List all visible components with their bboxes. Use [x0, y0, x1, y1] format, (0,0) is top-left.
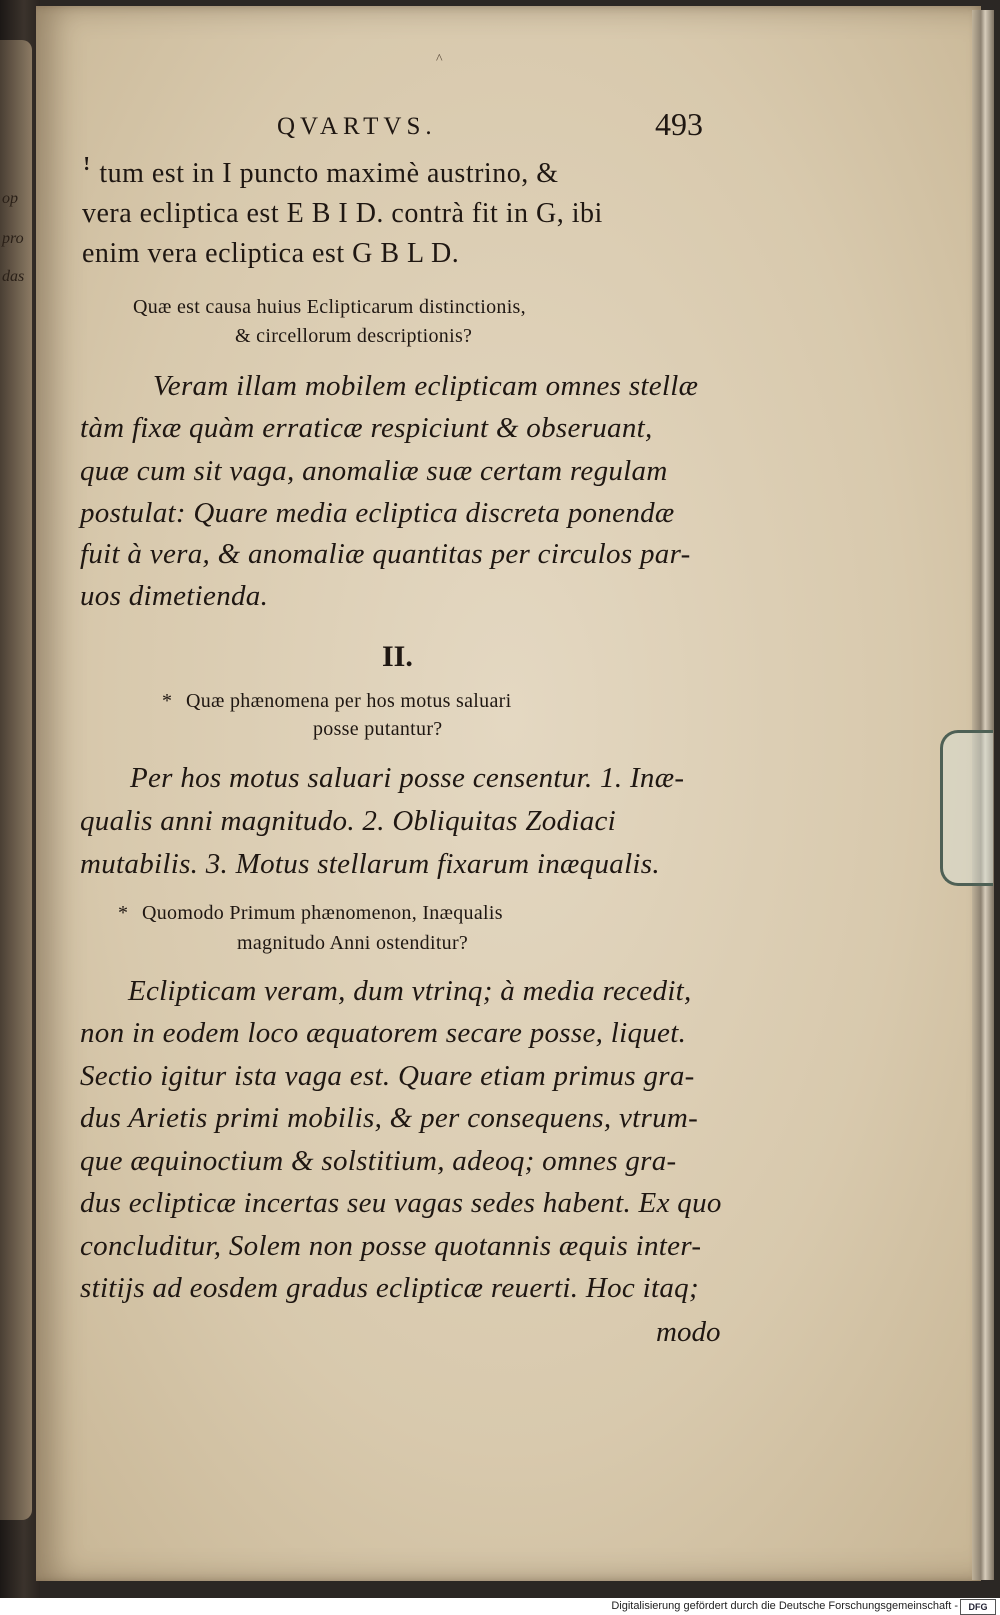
running-head: QVARTVS. [277, 113, 437, 140]
question-line: Quæ est causa huius Eclipticarum distinctionis, [133, 296, 526, 318]
answer-line: Per hos motus saluari posse censentur. 1. Inæ- [130, 762, 685, 794]
answer-line: tàm fixæ quàm erraticæ respiciunt & obseruant, [80, 412, 653, 444]
answer-line: Veram illam mobilem eclipticam omnes stellæ [153, 370, 699, 402]
page-number: 493 [655, 106, 703, 142]
answer-line: uos dimetienda. [80, 580, 269, 612]
answer-line: stitijs ad eosdem gradus eclipticæ reuerti. Hoc itaq; [80, 1272, 699, 1304]
answer-line: dus eclipticæ incertas seu vagas sedes habent. Ex quo [80, 1187, 722, 1219]
answer-line: quæ cum sit vaga, anomaliæ suæ certam regulam [80, 455, 668, 487]
answer-line: qualis anni magnitudo. 2. Obliquitas Zodiaci [80, 805, 617, 837]
answer-line: Eclipticam veram, dum vtrinq; à media recedit, [128, 975, 692, 1007]
answer-line: Sectio igitur ista vaga est. Quare etiam primus gra- [80, 1060, 695, 1092]
answer-line: concluditur, Solem non posse quotannis æquis inter- [80, 1230, 702, 1262]
text-line: enim vera ecliptica est G B L D. [82, 238, 460, 269]
page-clip [940, 730, 993, 886]
question-line: & circellorum descriptionis? [235, 325, 473, 347]
answer-line: postulat: Quare media ecliptica discreta ponendæ [80, 497, 675, 529]
question-line: Quæ phænomena per hos motus saluari [186, 690, 512, 712]
dfg-logo: DFG [960, 1599, 996, 1615]
text-line: ꜝ tum est in I puncto maximè austrino, & [82, 158, 559, 189]
margin-fragment: pro [2, 230, 24, 247]
question-line: Quomodo Primum phænomenon, Inæqualis [142, 902, 503, 924]
asterisk-marker: * [162, 690, 172, 712]
margin-fragment: op [2, 190, 18, 207]
question-line: magnitudo Anni ostenditur? [237, 932, 469, 954]
question-line: posse putantur? [313, 718, 443, 740]
previous-page-edge [0, 40, 32, 1520]
margin-fragment: das [2, 268, 25, 285]
answer-line: dus Arietis primi mobilis, & per consequens, vtrum- [80, 1102, 699, 1134]
footer-credit: Digitalisierung gefördert durch die Deutsche Forschungsgemeinschaft - [611, 1600, 958, 1612]
answer-line: fuit à vera, & anomaliæ quantitas per circulos par- [80, 538, 691, 570]
answer-line: que æquinoctium & solstitium, adeoq; omnes gra- [80, 1145, 677, 1177]
text-line: vera ecliptica est E B I D. contrà fit in G, ibi [82, 198, 603, 229]
catchword: modo [656, 1316, 721, 1348]
asterisk-marker: * [118, 902, 128, 924]
section-number: II. [382, 640, 413, 673]
answer-line: mutabilis. 3. Motus stellarum fixarum inæqualis. [80, 848, 660, 880]
answer-line: non in eodem loco æquatorem secare posse, liquet. [80, 1017, 687, 1049]
signature-mark: ^ [436, 52, 443, 67]
